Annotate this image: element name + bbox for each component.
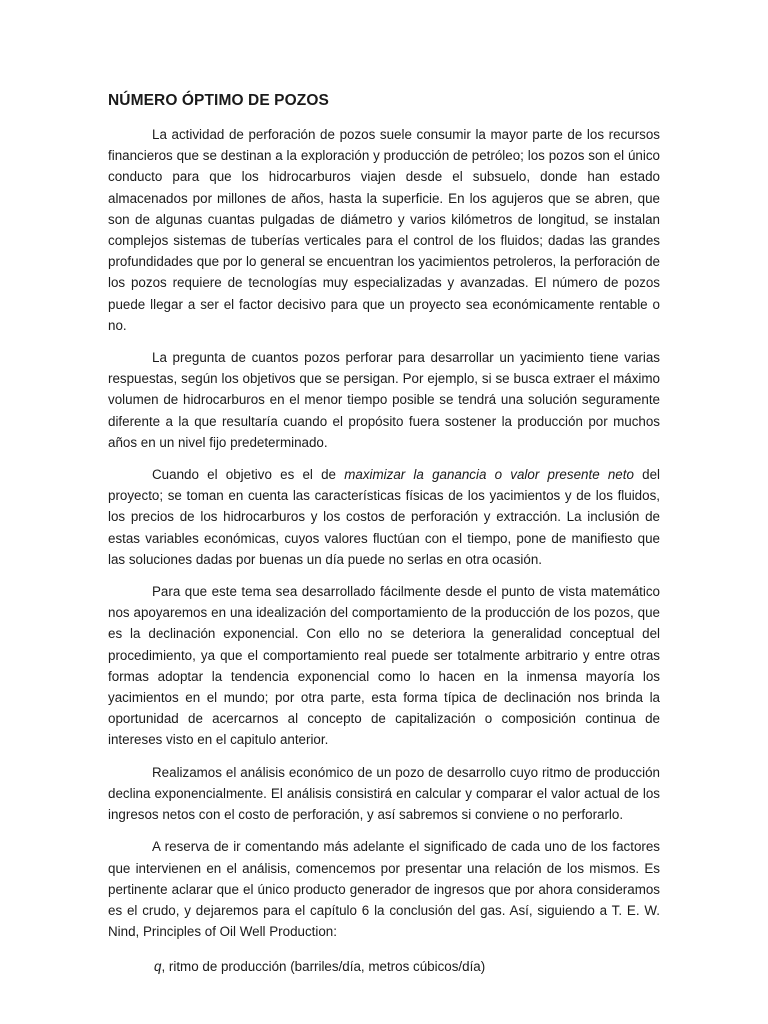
document-page xyxy=(108,92,660,978)
paragraph-4: Para que este tema sea desarrollado fácilmente desde el punto de vista matemático nos apoyaremos en una idealización del comportamiento de la producción de los pozos, que es la declinación exponencial. Con ello no se deteriora la generalidad conceptual del procedimiento, ya que el comportamiento real puede ser totalmente arbitrario y entre otras formas adoptar la tendencia exponencial como lo hacen en la inmensa mayoría los yacimientos en el mundo; por otra parte, esta forma típica de declinación nos brinda la oportunidad de acercarnos al concepto de capitalización o composición continua de intereses visto en el capitulo anterior. xyxy=(108,584,660,748)
paragraph-3-start: Cuando el objetivo es el de xyxy=(152,467,345,483)
paragraph-5: Realizamos el análisis económico de un pozo de desarrollo cuyo ritmo de producción declina exponencialmente. El análisis consistirá en calcular y comparar el valor actual de los ingresos netos con el costo de perforación, y así sabremos si conviene o no perforarlo. xyxy=(108,764,660,823)
definition-symbol: q xyxy=(154,959,162,975)
definition-text: , ritmo de producción (barriles/día, metros cúbicos/día) xyxy=(161,959,486,975)
paragraph-3-emphasis: maximizar la ganancia o valor presente neto xyxy=(344,467,634,483)
definition-item xyxy=(154,956,660,977)
paragraph-6: A reserva de ir comentando más adelante el significado de cada uno de los factores que intervienen en el análisis, comencemos por presentar una relación de los mismos. Es pertinente aclarar que el único producto generador de ingresos que por ahora consideramos es el crudo, y dejaremos para el capítulo 6 la conclusión del gas. Así, siguiendo a T. E. W. Nind, Principles of Oil Well Production: xyxy=(108,839,660,940)
page-title: NÚMERO ÓPTIMO DE POZOS xyxy=(108,92,329,109)
paragraph-3 xyxy=(108,464,660,570)
paragraph-1: La actividad de perforación de pozos suele consumir la mayor parte de los recursos financieros que se destinan a la exploración y producción de petróleo; los pozos son el único conducto para que los hidrocarburos viajen desde el subsuelo, donde han estado almacenados por millones de años, hasta la superficie. En los agujeros que se abren, que son de algunas cuantas pulgadas de diámetro y varios kilómetros de longitud, se instalan complejos sistemas de tuberías verticales para el control de los fluidos; dadas las grandes profundidades que por lo general se encuentran los yacimientos petroleros, la perforación de los pozos requiere de tecnologías muy especializadas y avanzadas. El número de pozos puede llegar a ser el factor decisivo para que un proyecto sea económicamente rentable o no. xyxy=(108,127,660,333)
paragraph-3-end: del proyecto; se toman en cuenta las características físicas de los yacimientos y de los fluidos, los precios de los hidrocarburos y los costos de perforación y extracción. La inclusión de estas variables económicas, cuyos valores fluctúan con el tiempo, pone de manifiesto que las soluciones dadas por buenas un día puede no serlas en otra ocasión. xyxy=(108,467,661,567)
paragraph-2: La pregunta de cuantos pozos perforar para desarrollar un yacimiento tiene varias respuestas, según los objetivos que se persigan. Por ejemplo, si se busca extraer el máximo volumen de hidrocarburos en el menor tiempo posible se tendrá una solución seguramente diferente a la que resultaría cuando el propósito fuera sostener la producción por muchos años en un nivel fijo predeterminado. xyxy=(108,350,660,450)
